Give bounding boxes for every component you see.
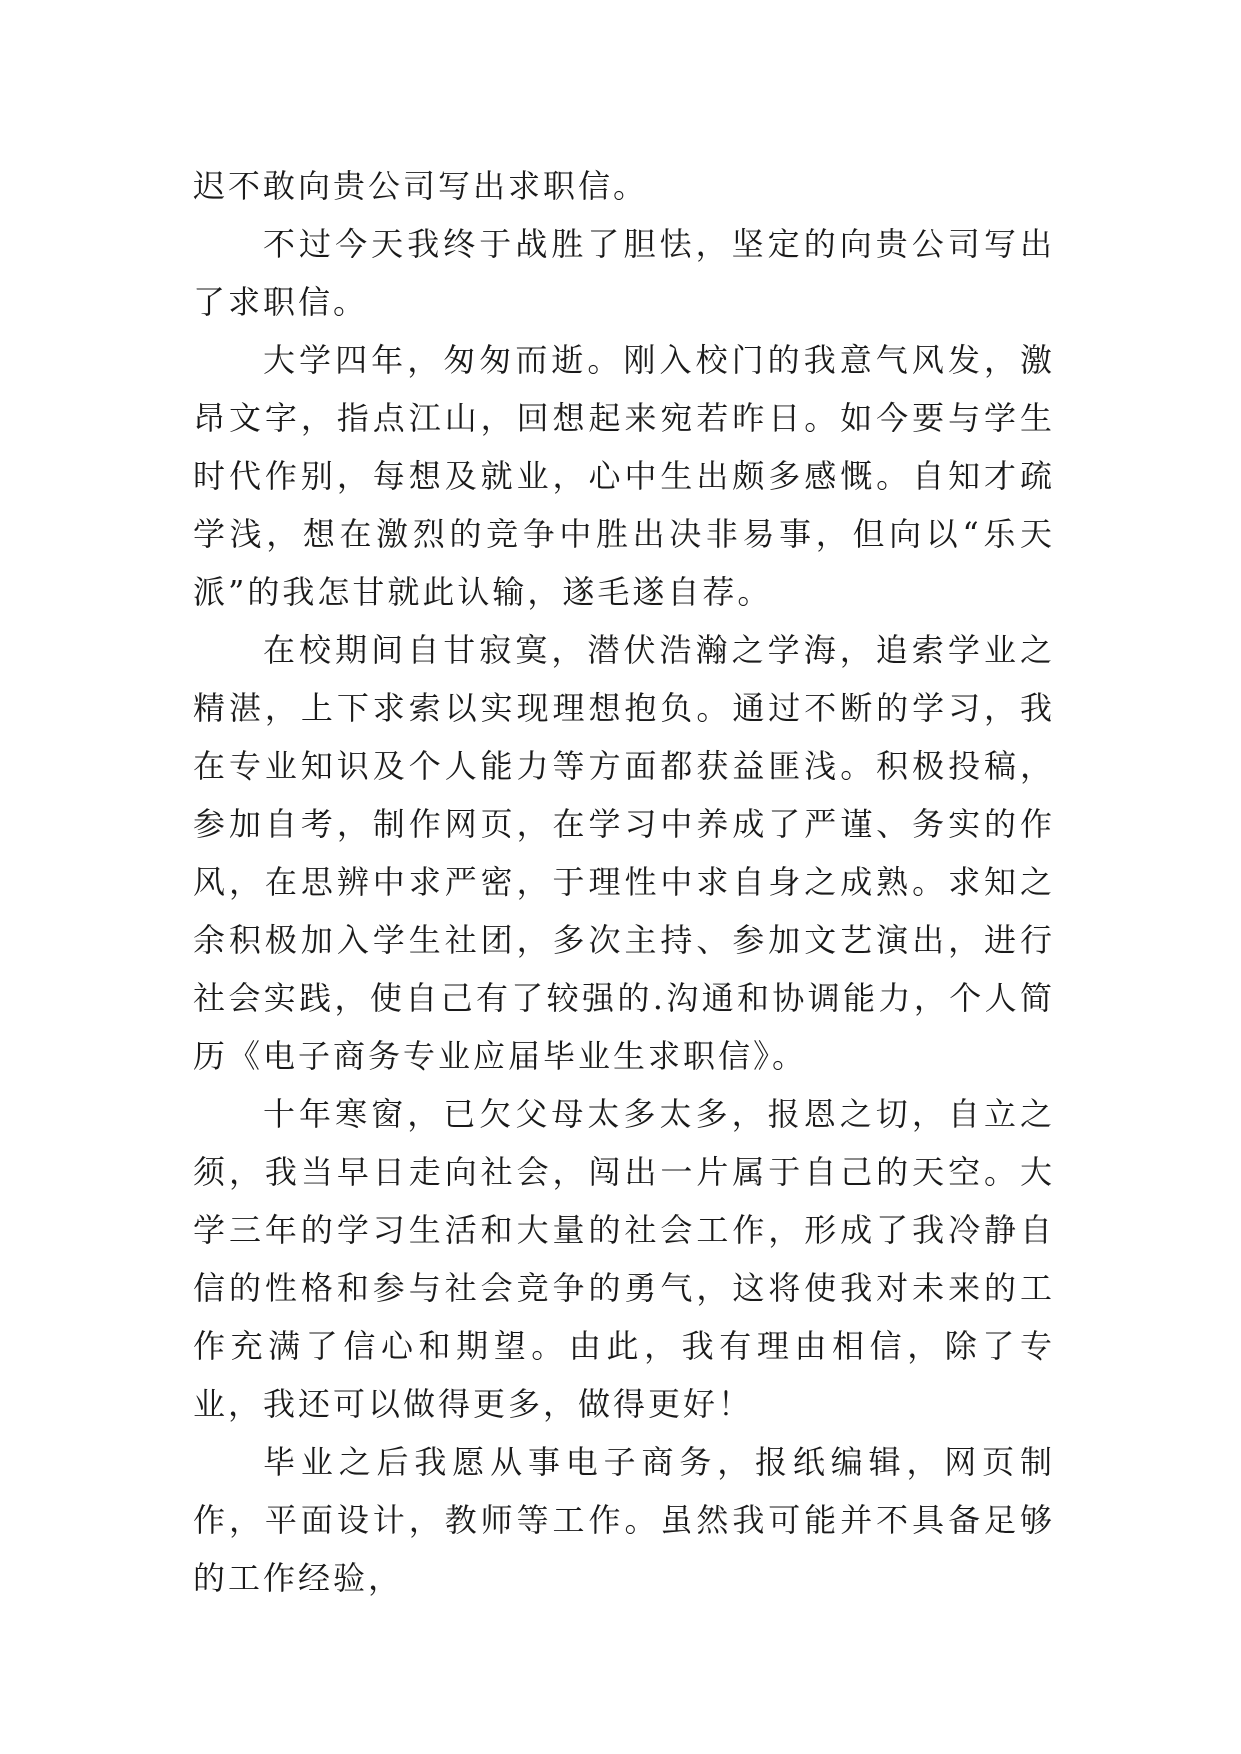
paragraph: 十年寒窗，已欠父母太多太多，报恩之切，自立之须，我当早日走向社会，闯出一片属于自己的天空。大学三年的学习生活和大量的社会工作，形成了我冷静自信的性格和参与社会竞争的勇气，这将使我对未来的工作充满了信心和期望。由此，我有理由相信，除了专业，我还可以做得更多，做得更好！ bbox=[193, 1095, 1055, 1423]
paragraph: 不过今天我终于战胜了胆怯，坚定的向贵公司写出了求职信。 bbox=[193, 225, 1055, 321]
paragraph: 大学四年，匆匆而逝。刚入校门的我意气风发，激昂文字，指点江山，回想起来宛若昨日。如今要与学生时代作别，每想及就业，心中生出颇多感慨。自知才疏学浅，想在激烈的竞争中胜出决非易事，但向以“乐天派”的我怎甘就此认输，遂毛遂自荐。 bbox=[193, 341, 1055, 611]
paragraph-continuation: 迟不敢向贵公司写出求职信。 bbox=[193, 167, 649, 205]
paragraph: 在校期间自甘寂寞，潜伏浩瀚之学海，追索学业之精湛，上下求索以实现理想抱负。通过不断的学习，我在专业知识及个人能力等方面都获益匪浅。积极投稿，参加自考，制作网页，在学习中养成了严谨、务实的作风，在思辨中求严密，于理性中求自身之成熟。求知之余积极加入学生社团，多次主持、参加文艺演出，进行社会实践，使自己有了较强的.沟通和协调能力，个人简历《电子商务专业应届毕业生求职信》。 bbox=[193, 631, 1055, 1075]
letter-body bbox=[193, 157, 1055, 1607]
paragraph: 毕业之后我愿从事电子商务，报纸编辑，网页制作，平面设计，教师等工作。虽然我可能并不具备足够的工作经验， bbox=[193, 1443, 1055, 1597]
